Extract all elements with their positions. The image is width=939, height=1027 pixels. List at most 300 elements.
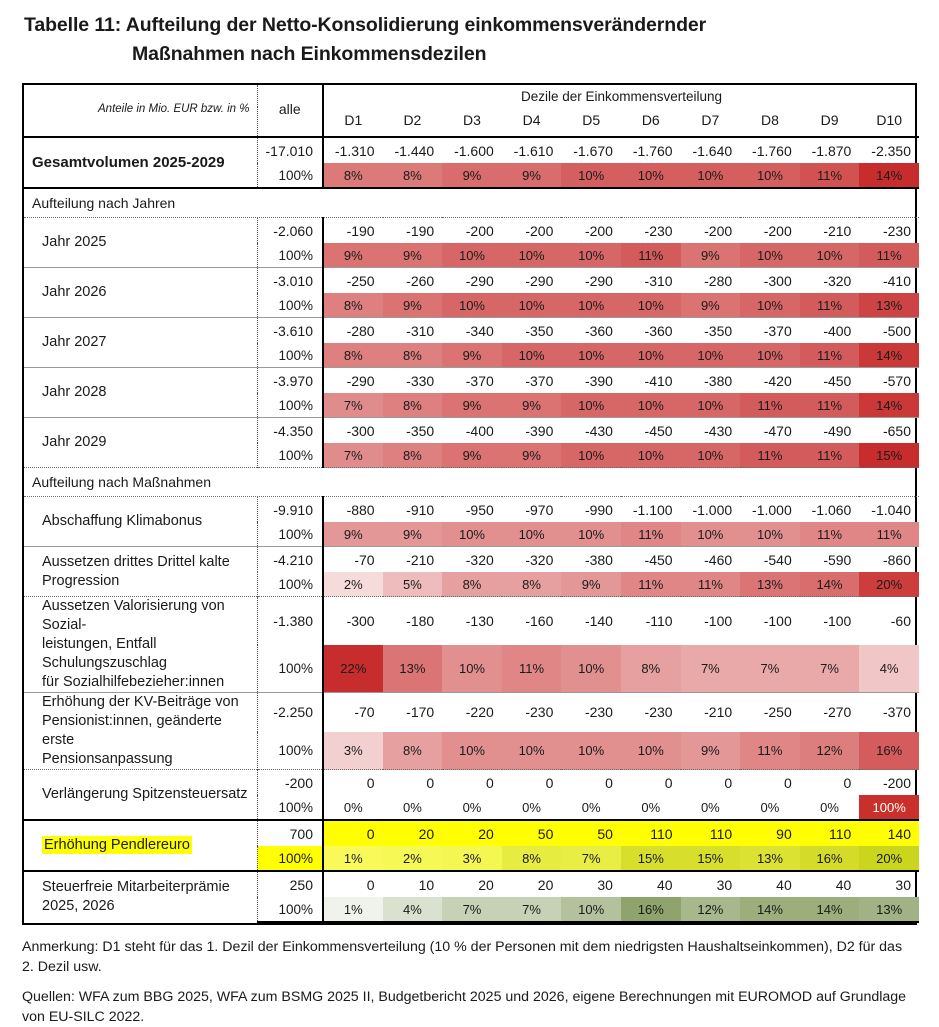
row-jahr-jahr-2028-alle-value: -3.970 <box>257 368 323 394</box>
row-jahr-jahr-2026-pct-d10: 13% <box>859 293 919 318</box>
row-massnahme-6-pct-d2: 2% <box>383 846 443 871</box>
row-massnahme-2-values <box>24 547 919 573</box>
row-jahr-jahr-2029-pct-d8: 11% <box>740 443 800 468</box>
section-aufteilung-nach-jahren <box>24 188 919 218</box>
row-massnahme-2-pct-d1: 2% <box>323 572 383 597</box>
row-massnahme-4-pct-d8: 11% <box>740 732 800 770</box>
row-jahr-jahr-2027-values <box>24 318 919 344</box>
row-jahr-jahr-2025-value-d2: -190 <box>406 222 435 239</box>
row-massnahme-7-value-d3: 20 <box>442 871 502 897</box>
row-massnahme-2-pct-d10: 20% <box>859 572 919 597</box>
row-massnahme-1-pct-d1: 9% <box>323 522 383 547</box>
label-line: Abschaffung Klimabonus <box>42 513 203 529</box>
row-jahr-jahr-2027-pct-d5: 10% <box>561 343 621 368</box>
row-gesamtvolumen-value-d8: -1.760 <box>752 142 792 159</box>
row-massnahme-4-value-d5: -230 <box>561 693 621 732</box>
label-line: Jahr 2029 <box>42 434 107 450</box>
row-massnahme-2-value-d3: -320 <box>442 547 502 573</box>
row-jahr-jahr-2026-pct-d9: 11% <box>800 293 860 318</box>
row-jahr-jahr-2027-value-d9: -400 <box>800 318 860 344</box>
row-gesamtvolumen-pct-d9: 11% <box>800 163 860 188</box>
label-line: Pensionist:innen, geänderte erste <box>42 713 222 748</box>
row-massnahme-4-value-d1: -70 <box>323 693 383 732</box>
row-massnahme-6-value-d8: 90 <box>740 820 800 846</box>
row-massnahme-4-value-d2: -170 <box>383 693 443 732</box>
row-jahr-jahr-2029-value-d9: -490 <box>800 418 860 444</box>
label-line: 2025, 2026 <box>42 898 115 914</box>
row-jahr-jahr-2028-value-d8: -420 <box>740 368 800 394</box>
row-massnahme-1-alle-value: -9.910 <box>257 497 323 523</box>
row-massnahme-3-pct-d7: 7% <box>681 645 741 692</box>
row-massnahme-7-pct-d3: 7% <box>442 897 502 922</box>
row-massnahme-5-value-d10: -200 <box>859 770 919 796</box>
row-massnahme-7-value-d9: 40 <box>800 871 860 897</box>
row-massnahme-7-value-d4: 20 <box>502 871 562 897</box>
row-massnahme-1-value-d5: -990 <box>584 501 613 518</box>
row-jahr-jahr-2028-pct-d3: 9% <box>442 393 502 418</box>
row-jahr-jahr-2027-value-d10: -500 <box>859 318 919 344</box>
row-massnahme-7-pct-d8: 14% <box>740 897 800 922</box>
row-massnahme-6-value-d7: 110 <box>681 820 741 846</box>
row-gesamtvolumen-value-d7: -1.640 <box>692 142 733 159</box>
row-jahr-jahr-2028-pct-d7: 10% <box>681 393 741 418</box>
row-jahr-jahr-2026-value-d10: -410 <box>859 268 919 294</box>
row-jahr-jahr-2026-alle-value: -3.010 <box>257 268 323 294</box>
row-massnahme-2-value-d7: -460 <box>681 547 741 573</box>
row-jahr-jahr-2027-pct-d10: 14% <box>859 343 919 368</box>
row-gesamtvolumen-value-d5: -1.670 <box>573 142 613 159</box>
row-massnahme-4-values <box>24 693 919 732</box>
row-jahr-jahr-2029-pct-d2: 8% <box>383 443 443 468</box>
row-massnahme-1-value-d6: -1.100 <box>632 501 673 518</box>
row-massnahme-3-value-d3: -130 <box>442 597 502 646</box>
section-aufteilung-nach-massnahmen-label: Aufteilung nach Maßnahmen <box>24 468 919 497</box>
row-massnahme-7-pct-d10: 13% <box>859 897 919 922</box>
row-massnahme-1-pct-d6: 11% <box>621 522 681 547</box>
row-massnahme-1-pct-d2: 9% <box>383 522 443 547</box>
row-massnahme-5-alle-pct: 100% <box>257 795 323 820</box>
row-jahr-jahr-2026-value-d2: -260 <box>383 268 443 294</box>
row-jahr-jahr-2028-alle-pct: 100% <box>257 393 323 418</box>
label-line: Aussetzen Valorisierung von Sozial- <box>42 598 225 633</box>
row-massnahme-3-value-d2: -180 <box>383 597 443 646</box>
row-jahr-jahr-2028-value-d4: -370 <box>502 368 562 394</box>
row-massnahme-6-pct-d7: 15% <box>681 846 741 871</box>
row-massnahme-2-value-d4: -320 <box>502 547 562 573</box>
row-massnahme-1-pct-d9: 11% <box>800 522 860 547</box>
row-massnahme-7-pct-d4: 7% <box>502 897 562 922</box>
row-jahr-jahr-2025-value-d5: -200 <box>584 222 613 239</box>
row-massnahme-6-value-d1: 0 <box>323 820 383 846</box>
header-decile-d7: D7 <box>681 107 741 137</box>
row-massnahme-5-label <box>24 770 257 821</box>
row-gesamtvolumen-pct-d1: 8% <box>323 163 383 188</box>
row-massnahme-7-value-d10: 30 <box>859 871 919 897</box>
row-massnahme-6-pct-d4: 8% <box>502 846 562 871</box>
row-massnahme-3-label <box>24 597 257 693</box>
row-jahr-jahr-2029-pct-d5: 10% <box>561 443 621 468</box>
row-jahr-jahr-2029-value-d3: -400 <box>442 418 502 444</box>
row-massnahme-2-pct-d9: 14% <box>800 572 860 597</box>
label-line: Gesamtvolumen 2025-2029 <box>32 154 225 171</box>
row-massnahme-1-value-d10: -1.040 <box>871 501 911 518</box>
row-jahr-jahr-2026-value-d8: -300 <box>740 268 800 294</box>
row-jahr-jahr-2027-pct-d1: 8% <box>323 343 383 368</box>
row-massnahme-1-label <box>24 497 257 547</box>
row-massnahme-1-pct-d7: 10% <box>681 522 741 547</box>
row-massnahme-2-value-d8: -540 <box>740 547 800 573</box>
row-jahr-jahr-2027-label <box>24 318 257 368</box>
row-jahr-jahr-2029-alle-pct: 100% <box>257 443 323 468</box>
label-line: Erhöhung der KV-Beiträge von <box>42 694 239 710</box>
row-massnahme-1-pct-d5: 10% <box>561 522 621 547</box>
row-jahr-jahr-2026-label <box>24 268 257 318</box>
row-jahr-jahr-2025-label <box>24 218 257 268</box>
row-massnahme-6-pct-d9: 16% <box>800 846 860 871</box>
row-jahr-jahr-2029-value-d10: -650 <box>859 418 919 444</box>
row-gesamtvolumen-pct-d7: 10% <box>681 163 741 188</box>
row-jahr-jahr-2026-pct-d2: 9% <box>383 293 443 318</box>
header-decile-d8: D8 <box>740 107 800 137</box>
row-jahr-jahr-2027-value-d7: -350 <box>681 318 741 344</box>
row-jahr-jahr-2025-pct-d4: 10% <box>502 243 562 268</box>
row-massnahme-1-pct-d4: 10% <box>502 522 562 547</box>
row-massnahme-1-value-d8: -1.000 <box>752 501 792 518</box>
row-massnahme-3-pct-d3: 10% <box>442 645 502 692</box>
row-jahr-jahr-2028-value-d9: -450 <box>800 368 860 394</box>
row-massnahme-4-value-d10: -370 <box>859 693 919 732</box>
row-massnahme-3-value-d8: -100 <box>740 597 800 646</box>
row-jahr-jahr-2026-value-d5: -290 <box>561 268 621 294</box>
row-massnahme-4-pct-d5: 10% <box>561 732 621 770</box>
row-massnahme-3-pct-d1: 22% <box>323 645 383 692</box>
row-gesamtvolumen-value-d2: -1.440 <box>394 142 435 159</box>
row-massnahme-5-value-d8: 0 <box>740 770 800 796</box>
row-massnahme-1-pct-d10: 11% <box>859 522 919 547</box>
row-jahr-jahr-2026-values <box>24 268 919 294</box>
row-massnahme-7-pct-d5: 10% <box>561 897 621 922</box>
row-massnahme-7-alle-pct: 100% <box>257 897 323 922</box>
header-decile-group: Dezile der Einkommensverteilung <box>520 88 723 104</box>
row-massnahme-7-value-d7: 30 <box>681 871 741 897</box>
row-gesamtvolumen-values <box>24 137 919 163</box>
row-massnahme-1-value-d4: -970 <box>525 501 554 518</box>
row-massnahme-2-pct-d7: 11% <box>681 572 741 597</box>
row-massnahme-7-values <box>24 871 919 897</box>
row-massnahme-5-value-d7: 0 <box>681 770 741 796</box>
row-massnahme-3-value-d6: -110 <box>621 597 681 646</box>
row-massnahme-4-pct-d9: 12% <box>800 732 860 770</box>
row-massnahme-3-pct-d10: 4% <box>859 645 919 692</box>
row-massnahme-1-value-d7: -1.000 <box>692 501 733 518</box>
row-massnahme-1-pct-d3: 10% <box>442 522 502 547</box>
note-quellen: Quellen: WFA zum BBG 2025, WFA zum BSMG 2025 II, Budgetbericht 2025 und 2026, eigene Berechnungen mit EUROMOD auf Grundlage von EU-SILC 2022. <box>22 989 907 1025</box>
row-massnahme-1-values <box>24 497 919 523</box>
row-gesamtvolumen-value-d10: -2.350 <box>871 142 911 159</box>
row-massnahme-3-value-d5: -140 <box>561 597 621 646</box>
label-line: Jahr 2028 <box>42 384 107 400</box>
row-massnahme-5-pct-d4: 0% <box>522 799 541 815</box>
label-line: leistungen, Entfall Schulungszuschlag <box>42 636 167 671</box>
row-massnahme-5-pct-d7: 0% <box>700 799 720 815</box>
row-massnahme-3-pct-d8: 7% <box>740 645 800 692</box>
row-massnahme-6-value-d4: 50 <box>502 820 562 846</box>
row-massnahme-4-pct-d3: 10% <box>442 732 502 770</box>
row-jahr-jahr-2027-pct-d8: 10% <box>740 343 800 368</box>
row-jahr-jahr-2026-pct-d8: 10% <box>740 293 800 318</box>
row-jahr-jahr-2025-alle-pct: 100% <box>257 243 323 268</box>
row-massnahme-5-pct-d9: 0% <box>820 799 839 815</box>
row-massnahme-5-pct-d8: 0% <box>760 799 780 815</box>
row-jahr-jahr-2027-alle-pct: 100% <box>257 343 323 368</box>
row-massnahme-5-value-d1: 0 <box>323 770 383 796</box>
row-massnahme-5-value-d2: 0 <box>383 770 443 796</box>
row-massnahme-4-value-d3: -220 <box>442 693 502 732</box>
row-jahr-jahr-2028-value-d7: -380 <box>681 368 741 394</box>
header-decile-d9: D9 <box>800 107 860 137</box>
row-jahr-jahr-2027-pct-d2: 8% <box>383 343 443 368</box>
row-massnahme-1-value-d9: -1.060 <box>811 501 852 518</box>
row-jahr-jahr-2029-values <box>24 418 919 444</box>
row-jahr-jahr-2029-value-d7: -430 <box>681 418 741 444</box>
row-jahr-jahr-2025-pct-d9: 10% <box>800 243 860 268</box>
row-jahr-jahr-2029-pct-d7: 10% <box>681 443 741 468</box>
row-jahr-jahr-2028-pct-d1: 7% <box>323 393 383 418</box>
row-massnahme-7-value-d1: 0 <box>323 871 383 897</box>
row-jahr-jahr-2025-pct-d2: 9% <box>383 243 443 268</box>
row-massnahme-5-pct-d10: 100% <box>859 795 919 820</box>
row-massnahme-5-pct-d1: 0% <box>343 799 363 815</box>
table-body <box>24 85 919 922</box>
header-decile-d3: D3 <box>442 107 502 137</box>
row-gesamtvolumen-alle-pct: 100% <box>257 163 323 188</box>
row-massnahme-5-pct-d2: 0% <box>402 799 422 815</box>
row-jahr-jahr-2029-pct-d6: 10% <box>621 443 681 468</box>
row-gesamtvolumen-pct-d3: 9% <box>442 163 502 188</box>
row-massnahme-3-values <box>24 597 919 646</box>
row-massnahme-3-alle-value: -1.380 <box>257 597 323 646</box>
row-jahr-jahr-2028-pct-d9: 11% <box>800 393 860 418</box>
row-jahr-jahr-2028-pct-d5: 10% <box>561 393 621 418</box>
row-jahr-jahr-2029-pct-d9: 11% <box>800 443 860 468</box>
row-jahr-jahr-2028-pct-d8: 11% <box>740 393 800 418</box>
row-gesamtvolumen-value-d3: -1.600 <box>454 142 494 159</box>
row-massnahme-6-pct-d1: 1% <box>323 846 383 871</box>
label-line: Steuerfreie Mitarbeiterprämie <box>42 879 230 895</box>
row-massnahme-4-value-d8: -250 <box>740 693 800 732</box>
row-massnahme-2-pct-d6: 11% <box>621 572 681 597</box>
row-jahr-jahr-2026-value-d9: -320 <box>800 268 860 294</box>
row-massnahme-6-value-d5: 50 <box>561 820 621 846</box>
row-gesamtvolumen-label <box>24 137 257 188</box>
label-line: Progression <box>42 572 120 589</box>
row-massnahme-4-pct-d1: 3% <box>323 732 383 770</box>
row-jahr-jahr-2025-value-d9: -210 <box>823 222 852 239</box>
row-jahr-jahr-2029-pct-d3: 9% <box>442 443 502 468</box>
row-massnahme-3-pct-d4: 11% <box>502 645 562 692</box>
row-massnahme-4-pct-d6: 10% <box>621 732 681 770</box>
row-jahr-jahr-2025-value-d1: -190 <box>346 222 375 239</box>
row-massnahme-2-pct-d5: 9% <box>561 572 621 597</box>
row-massnahme-6-pct-d6: 15% <box>621 846 681 871</box>
row-jahr-jahr-2027-value-d4: -350 <box>502 318 562 344</box>
row-jahr-jahr-2025-pct-d3: 10% <box>442 243 502 268</box>
row-jahr-jahr-2025-value-d10: -230 <box>882 222 911 239</box>
row-massnahme-2-value-d6: -450 <box>621 547 681 573</box>
row-massnahme-7-label <box>24 871 257 922</box>
row-gesamtvolumen-pct-d2: 8% <box>383 163 443 188</box>
row-jahr-jahr-2025-value-d6: -230 <box>644 222 673 239</box>
row-massnahme-5-value-d4: 0 <box>502 770 562 796</box>
row-jahr-jahr-2027-pct-d6: 10% <box>621 343 681 368</box>
row-massnahme-6-alle-pct: 100% <box>257 846 323 871</box>
row-jahr-jahr-2028-values <box>24 368 919 394</box>
row-massnahme-7-alle-value: 250 <box>257 871 323 897</box>
row-jahr-jahr-2025-value-d4: -200 <box>525 222 554 239</box>
section-aufteilung-nach-massnahmen <box>24 468 919 497</box>
row-massnahme-7-value-d6: 40 <box>621 871 681 897</box>
row-massnahme-5-value-d6: 0 <box>621 770 681 796</box>
row-massnahme-2-pct-d3: 8% <box>442 572 502 597</box>
label-line <box>42 836 257 855</box>
row-massnahme-4-alle-value: -2.250 <box>257 693 323 732</box>
row-massnahme-2-value-d2: -210 <box>383 547 443 573</box>
row-jahr-jahr-2029-value-d6: -450 <box>621 418 681 444</box>
row-jahr-jahr-2029-value-d2: -350 <box>383 418 443 444</box>
row-massnahme-4-value-d6: -230 <box>621 693 681 732</box>
label-line: Jahr 2026 <box>42 284 107 300</box>
row-jahr-jahr-2029-pct-d10: 15% <box>859 443 919 468</box>
row-gesamtvolumen-value-d4: -1.610 <box>513 142 554 159</box>
header-decile-d10: D10 <box>859 107 919 137</box>
row-massnahme-6-values <box>24 820 919 846</box>
row-massnahme-7-value-d5: 30 <box>561 871 621 897</box>
row-gesamtvolumen-pct-d5: 10% <box>561 163 621 188</box>
row-jahr-jahr-2028-pct-d6: 10% <box>621 393 681 418</box>
row-massnahme-4-pct-d2: 8% <box>383 732 443 770</box>
row-massnahme-2-value-d10: -860 <box>859 547 919 573</box>
row-massnahme-4-pct-d7: 9% <box>681 732 741 770</box>
row-massnahme-4-alle-pct: 100% <box>257 732 323 770</box>
row-massnahme-7-value-d2: 10 <box>383 871 443 897</box>
row-massnahme-3-value-d4: -160 <box>502 597 562 646</box>
row-massnahme-3-pct-d9: 7% <box>800 645 860 692</box>
row-jahr-jahr-2029-pct-d1: 7% <box>323 443 383 468</box>
row-massnahme-2-value-d1: -70 <box>323 547 383 573</box>
row-massnahme-5-pct-d6: 0% <box>641 799 661 815</box>
row-massnahme-2-value-d9: -590 <box>800 547 860 573</box>
row-massnahme-3-value-d7: -100 <box>681 597 741 646</box>
row-jahr-jahr-2026-value-d3: -290 <box>442 268 502 294</box>
row-massnahme-6-pct-d10: 20% <box>859 846 919 871</box>
row-jahr-jahr-2028-value-d6: -410 <box>621 368 681 394</box>
label-line: Jahr 2025 <box>42 234 107 250</box>
row-massnahme-3-value-d1: -300 <box>323 597 383 646</box>
row-massnahme-2-pct-d2: 5% <box>383 572 443 597</box>
row-massnahme-4-value-d9: -270 <box>800 693 860 732</box>
row-jahr-jahr-2026-pct-d5: 10% <box>561 293 621 318</box>
label-line: Jahr 2027 <box>42 334 107 350</box>
row-massnahme-1-value-d3: -950 <box>465 501 494 518</box>
header-decile-d6: D6 <box>621 107 681 137</box>
row-massnahme-3-pct-d2: 13% <box>383 645 443 692</box>
row-massnahme-5-pct-d3: 0% <box>462 799 482 815</box>
row-massnahme-7-pct-d1: 1% <box>323 897 383 922</box>
data-table-container <box>22 83 917 925</box>
row-massnahme-6-value-d3: 20 <box>442 820 502 846</box>
row-gesamtvolumen-value-d6: -1.760 <box>632 142 673 159</box>
row-massnahme-6-pct-d3: 3% <box>442 846 502 871</box>
highlight-mark: Erhöhung Pendlereuro <box>44 837 190 853</box>
consolidation-table <box>24 85 919 923</box>
label-line: Verlängerung Spitzensteuersatz <box>42 786 248 802</box>
row-massnahme-4-pct-d10: 16% <box>859 732 919 770</box>
units-note: Anteile in Mio. EUR bzw. in % <box>24 85 257 137</box>
row-jahr-jahr-2027-value-d3: -340 <box>442 318 502 344</box>
row-jahr-jahr-2027-pct-d7: 10% <box>681 343 741 368</box>
row-massnahme-3-value-d9: -100 <box>800 597 860 646</box>
row-jahr-jahr-2025-pct-d7: 9% <box>681 243 741 268</box>
row-massnahme-4-pct-d4: 10% <box>502 732 562 770</box>
row-jahr-jahr-2027-value-d8: -370 <box>740 318 800 344</box>
row-massnahme-5-value-d5: 0 <box>561 770 621 796</box>
header-decile-d4: D4 <box>502 107 562 137</box>
row-jahr-jahr-2028-value-d3: -370 <box>442 368 502 394</box>
row-massnahme-6-pct-d8: 13% <box>740 846 800 871</box>
row-jahr-jahr-2027-alle-value: -3.610 <box>257 318 323 344</box>
row-massnahme-6-alle-value: 700 <box>257 820 323 846</box>
row-massnahme-5-alle-value: -200 <box>257 770 323 796</box>
row-jahr-jahr-2028-value-d10: -570 <box>859 368 919 394</box>
row-jahr-jahr-2028-label <box>24 368 257 418</box>
row-gesamtvolumen-pct-d10: 14% <box>859 163 919 188</box>
row-jahr-jahr-2026-value-d4: -290 <box>502 268 562 294</box>
row-massnahme-2-pct-d8: 13% <box>740 572 800 597</box>
row-massnahme-4-value-d4: -230 <box>502 693 562 732</box>
row-massnahme-3-value-d10: -60 <box>859 597 919 646</box>
row-massnahme-1-pct-d8: 10% <box>740 522 800 547</box>
row-jahr-jahr-2026-value-d1: -250 <box>323 268 383 294</box>
row-jahr-jahr-2029-label <box>24 418 257 468</box>
row-jahr-jahr-2025-value-d3: -200 <box>465 222 494 239</box>
row-jahr-jahr-2025-pct-d1: 9% <box>323 243 383 268</box>
row-jahr-jahr-2028-pct-d10: 14% <box>859 393 919 418</box>
row-gesamtvolumen-alle-value: -17.010 <box>257 137 323 163</box>
row-jahr-jahr-2027-value-d6: -360 <box>621 318 681 344</box>
row-jahr-jahr-2029-alle-value: -4.350 <box>257 418 323 444</box>
row-jahr-jahr-2027-pct-d9: 11% <box>800 343 860 368</box>
row-jahr-jahr-2027-value-d5: -360 <box>561 318 621 344</box>
row-jahr-jahr-2027-value-d2: -310 <box>383 318 443 344</box>
row-massnahme-2-pct-d4: 8% <box>502 572 562 597</box>
row-massnahme-6-value-d10: 140 <box>859 820 919 846</box>
row-jahr-jahr-2028-pct-d4: 9% <box>502 393 562 418</box>
label-line: für Sozialhilfebezieher:innen <box>42 674 225 690</box>
row-massnahme-4-value-d7: -210 <box>681 693 741 732</box>
row-jahr-jahr-2026-alle-pct: 100% <box>257 293 323 318</box>
table-header-row-group <box>24 85 919 107</box>
row-jahr-jahr-2029-value-d8: -470 <box>740 418 800 444</box>
row-jahr-jahr-2026-pct-d3: 10% <box>442 293 502 318</box>
row-jahr-jahr-2029-pct-d4: 9% <box>502 443 562 468</box>
row-jahr-jahr-2029-value-d1: -300 <box>323 418 383 444</box>
row-massnahme-5-value-d9: 0 <box>800 770 860 796</box>
row-jahr-jahr-2025-alle-value: -2.060 <box>257 218 323 244</box>
header-decile-d1: D1 <box>323 107 383 137</box>
row-jahr-jahr-2025-pct-d8: 10% <box>740 243 800 268</box>
row-jahr-jahr-2028-pct-d2: 8% <box>383 393 443 418</box>
header-alle: alle <box>257 85 323 137</box>
